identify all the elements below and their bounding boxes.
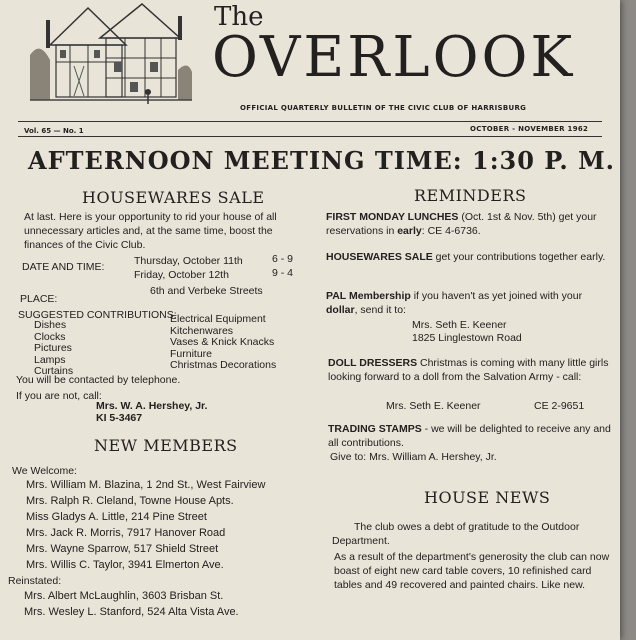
meeting-time-headline: AFTERNOON MEETING TIME: 1:30 P. M.	[28, 146, 616, 175]
trading-stamps-reminder: TRADING STAMPS - we will be delighted to receive any and all contributions.	[328, 423, 611, 449]
lunches-label: FIRST MONDAY LUNCHES	[326, 211, 459, 223]
new-members-title: NEW MEMBERS	[94, 436, 238, 455]
list-item: Furniture	[170, 347, 213, 360]
doll-contact-phone: CE 2-9651	[534, 400, 585, 412]
newsletter-subtitle: OFFICIAL QUARTERLY BULLETIN OF THE CIVIC CLUB OF HARRISBURG	[240, 104, 527, 112]
sale-time-2: 9 - 4	[272, 267, 294, 279]
list-item: Mrs. Ralph R. Cleland, Towne House Apts.	[26, 495, 234, 507]
list-item: Kitchenwares	[170, 324, 234, 337]
issue-date: OCTOBER - NOVEMBER 1962	[470, 125, 589, 133]
place-label: PLACE:	[20, 293, 58, 305]
list-item: Mrs. Wayne Sparrow, 517 Shield Street	[26, 543, 219, 555]
list-item: Curtains	[34, 365, 74, 377]
doll-dressers-label: DOLL DRESSERS	[328, 357, 418, 369]
list-item: Clocks	[34, 330, 66, 343]
trading-stamps-label: TRADING STAMPS	[328, 423, 422, 435]
volume-number: Vol. 65 — No. 1	[24, 127, 84, 135]
sale-time-1: 6 - 9	[272, 253, 294, 265]
list-item: Vases & Knick Knacks	[170, 336, 275, 348]
lunches-reminder: FIRST MONDAY LUNCHES (Oct. 1st & Nov. 5th) get your reservations in early: CE 4-6736.	[326, 211, 597, 237]
reminders-title: REMINDERS	[414, 186, 527, 205]
pal-reminder: PAL Membership if you haven't as yet joined with your dollar, send it to:	[326, 290, 583, 316]
housewares-reminder-label: HOUSEWARES SALE	[326, 251, 433, 263]
housewares-intro: At last. Here is your opportunity to rid your house of all unnecessary articles and, at the same time, boost the finances of the Civic Club.	[24, 211, 277, 251]
doll-contact-name: Mrs. Seth E. Keener	[386, 400, 481, 412]
housewares-sale-title: HOUSEWARES SALE	[82, 188, 265, 207]
contact-line-2: If you are not, call:	[16, 390, 102, 402]
pal-contact-name: Mrs. Seth E. Keener	[412, 319, 507, 331]
list-item: Mrs. William M. Blazina, 1 2nd St., West Fairview	[26, 479, 266, 491]
sale-place: 6th and Verbeke Streets	[150, 285, 263, 297]
house-news-paragraph-1: The club owes a debt of gratitude to the Outdoor Department.	[332, 521, 580, 547]
house-news-paragraph-2: As a result of the department's generosity the club can now boast of eight new card table covers, 10 refinished card tables and 49 recovered and painted chairs. Like new.	[334, 551, 610, 591]
house-news-title: HOUSE NEWS	[424, 488, 551, 507]
reinstated-label: Reinstated:	[8, 575, 62, 587]
newsletter-title: OVERLOOK	[212, 25, 576, 90]
contributions-list-left	[34, 320, 73, 378]
reinstated-members-list	[24, 588, 239, 620]
sale-date-1: Thursday, October 11th	[134, 255, 243, 267]
housewares-reminder: HOUSEWARES SALE get your contributions together early.	[326, 251, 606, 263]
pal-label: PAL Membership	[326, 290, 411, 302]
list-item: Mrs. Jack R. Morris, 7917 Hanover Road	[26, 527, 226, 539]
pal-contact-address: 1825 Linglestown Road	[412, 332, 522, 344]
sale-date-2: Friday, October 12th	[134, 269, 229, 281]
bottom-rule	[18, 136, 602, 137]
list-item: Miss Gladys A. Little, 214 Pine Street	[26, 511, 207, 523]
masthead-the: The	[214, 2, 264, 32]
list-item: Lamps	[34, 353, 66, 366]
list-item: Christmas Decorations	[170, 359, 277, 371]
doll-dressers-reminder: DOLL DRESSERS Christmas is coming with many little girls looking forward to a doll from the Salvation Army - call:	[328, 357, 609, 383]
list-item: Electrical Equipment	[170, 313, 266, 325]
list-item: Pictures	[34, 342, 72, 354]
top-rule	[18, 121, 602, 122]
contributions-label: SUGGESTED CONTRIBUTIONS:	[18, 309, 177, 321]
list-item: Mrs. Willis C. Taylor, 3941 Elmerton Ave.	[26, 559, 224, 571]
contact-line-1: You will be contacted by telephone.	[16, 374, 181, 386]
welcome-members-list	[26, 477, 265, 573]
welcome-label: We Welcome:	[12, 465, 77, 477]
contributions-list-right	[170, 314, 276, 372]
list-item: Mrs. Albert McLaughlin, 3603 Brisban St.	[24, 590, 224, 602]
trading-stamps-contact: Give to: Mrs. William A. Hershey, Jr.	[330, 451, 497, 463]
clubhouse-illustration	[30, 0, 192, 110]
contact-name: Mrs. W. A. Hershey, Jr.	[96, 400, 208, 412]
date-time-label: DATE AND TIME:	[22, 261, 105, 273]
list-item: Mrs. Wesley L. Stanford, 524 Alta Vista Ave.	[24, 606, 239, 618]
list-item: Dishes	[34, 319, 67, 331]
contact-phone: KI 5-3467	[96, 412, 143, 424]
